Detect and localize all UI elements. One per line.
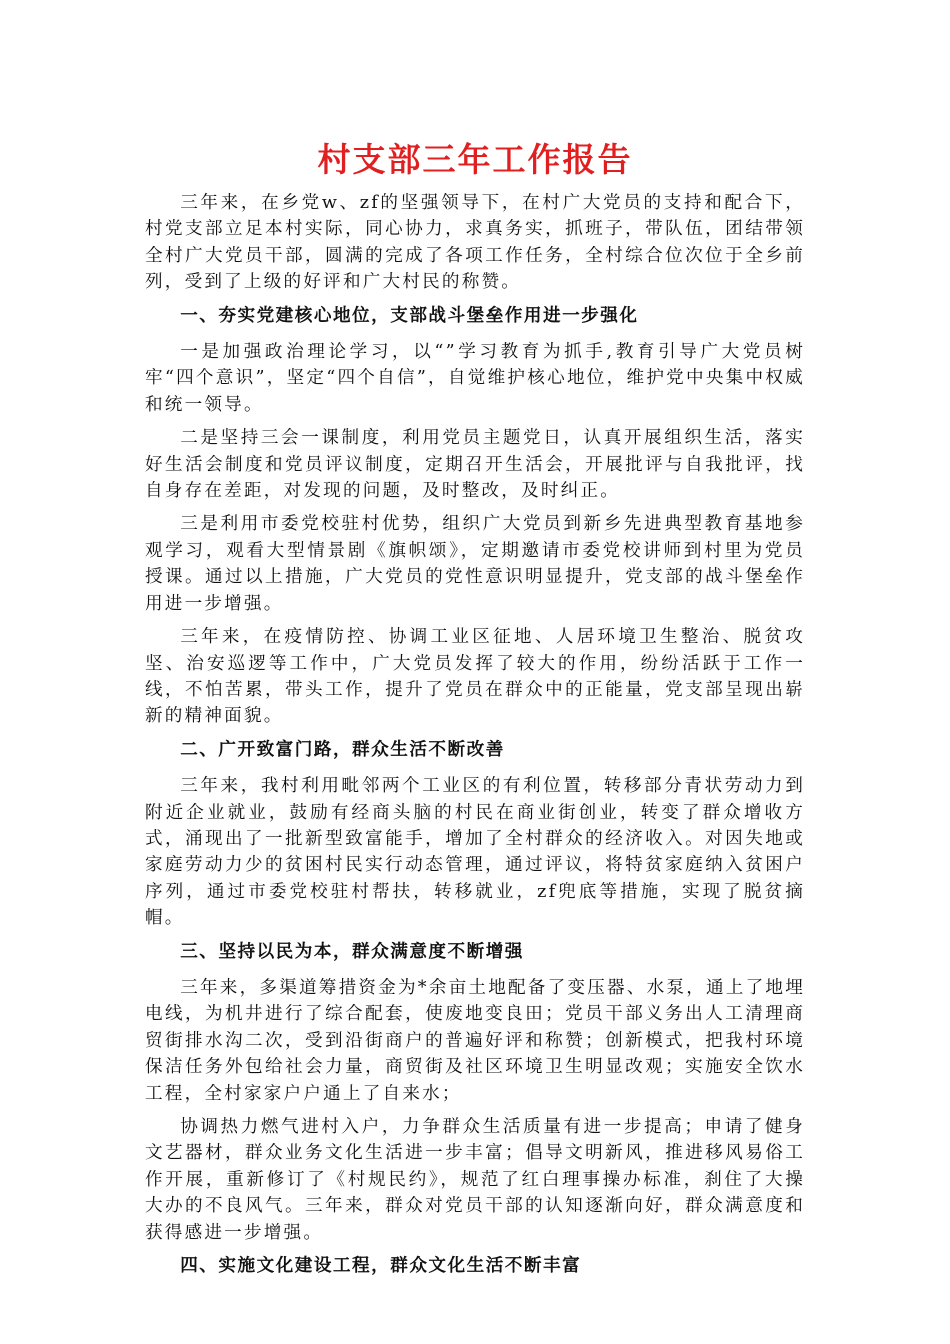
section-1-paragraph-2: 二是坚持三会一课制度，利用党员主题党日，认真开展组织生活，落实好生活会制度和党员评议制度，定期召开生活会，开展批评与自我批评，找自身存在差距，对发现的问题，及时整改，及时纠正。 (145, 428, 805, 502)
section-4-heading: 四、实施文化建设工程，群众文化生活不断丰富 (180, 1255, 582, 1277)
section-1-paragraph-3: 三是利用市委党校驻村优势，组织广大党员到新乡先进典型教育基地参观学习，观看大型情景剧《旗帜颂》，定期邀请市委党校讲师到村里为党员授课。通过以上措施，广大党员的党性意识明显提升，党支部的战斗堡垒作用进一步增强。 (145, 514, 805, 614)
document-title: 村支部三年工作报告 (317, 140, 633, 179)
section-2-paragraph-1: 三年来，我村利用毗邻两个工业区的有利位置，转移部分青状劳动力到附近企业就业，鼓励有经商头脑的村民在商业街创业，转变了群众增收方式，涌现出了一批新型致富能手，增加了全村群众的经济收入。对因失地或家庭劳动力少的贫困村民实行动态管理，通过评议，将特贫家庭纳入贫困户序列，通过市委党校驻村帮扶，转移就业，zf兜底等措施，实现了脱贫摘帽。 (145, 776, 805, 929)
section-1-heading: 一、夯实党建核心地位，支部战斗堡垒作用进一步强化 (180, 304, 639, 326)
document-body (145, 190, 805, 1289)
section-3-paragraph-2: 协调热力燃气进村入户，力争群众生活质量有进一步提高；申请了健身文艺器材，群众业务文化生活进一步丰富；倡导文明新风，推进移风易俗工作开展，重新修订了《村规民约》，规范了红白理事操办标准，刹住了大操大办的不良风气。三年来，群众对党员干部的认知逐渐向好，群众满意度和获得感进一步增强。 (145, 1117, 805, 1243)
section-3-paragraph-1: 三年来，多渠道筹措资金为*余亩土地配备了变压器、水泵，通上了地埋电线，为机井进行了综合配套，使废地变良田；党员干部义务出人工清理商贸街排水沟二次，受到沿街商户的普遍好评和称赞；创新模式，把我村环境保洁任务外包给社会力量，商贸街及社区环境卫生明显改观；实施安全饮水工程，全村家家户户通上了自来水； (145, 977, 805, 1104)
section-2-heading: 二、广开致富门路，群众生活不断改善 (180, 738, 505, 760)
section-3-heading: 三、坚持以民为本，群众满意度不断增强 (180, 940, 524, 962)
section-1-paragraph-1: 一是加强政治理论学习，以“”学习教育为抓手,教育引导广大党员树牢“四个意识”，坚定“四个自信”，自觉维护核心地位，维护党中央集中权威和统一领导。 (145, 342, 805, 415)
intro-paragraph: 三年来，在乡党w、zf的坚强领导下，在村广大党员的支持和配合下，村党支部立足本村实际，同心协力，求真务实，抓班子，带队伍，团结带领全村广大党员干部，圆满的完成了各项工作任务，全村综合位次位于全乡前列，受到了上级的好评和广大村民的称赞。 (145, 193, 805, 293)
section-1-paragraph-4: 三年来，在疫情防控、协调工业区征地、人居环境卫生整治、脱贫攻坚、治安巡逻等工作中，广大党员发挥了较大的作用，纷纷活跃于工作一线，不怕苦累，带头工作，提升了党员在群众中的正能量，党支部呈现出崭新的精神面貌。 (145, 627, 805, 727)
